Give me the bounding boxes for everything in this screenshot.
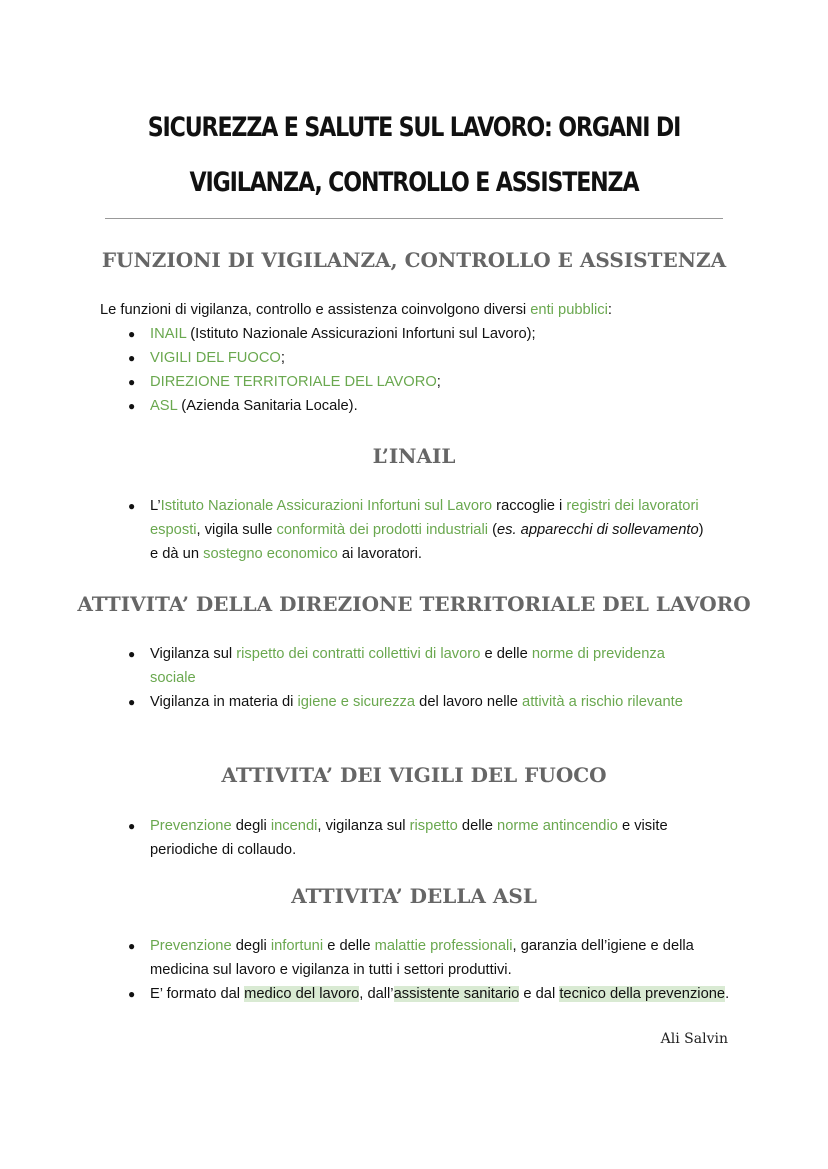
bullet-icon: ● — [128, 399, 136, 413]
list-item: ● VIGILI DEL FUOCO; — [150, 346, 750, 370]
list-item: ● Vigilanza sul rispetto dei contratti collettivi di lavoro e delle norme di previdenza sociale — [150, 642, 710, 690]
vigili-list — [128, 814, 710, 862]
intro-text: Le funzioni di vigilanza, controllo e assistenza coinvolgono diversi — [100, 302, 531, 318]
bullet-icon: ● — [128, 499, 136, 513]
bullet-icon: ● — [128, 647, 136, 661]
bullet-icon: ● — [128, 375, 136, 389]
list-item: ● Prevenzione degli infortuni e delle malattie professionali, garanzia dell’igiene e della medicina sul lavoro e vigilanza in tutti i settori produttivi. — [150, 934, 730, 982]
list-item: ● Vigilanza in materia di igiene e sicurezza del lavoro nelle attività a rischio rilevante — [150, 690, 710, 714]
bullet-icon: ● — [128, 819, 136, 833]
direzione-list — [128, 642, 710, 714]
inail-list — [128, 494, 710, 566]
bullet-icon: ● — [128, 939, 136, 953]
bullet-icon: ● — [128, 695, 136, 709]
list-item: ● Prevenzione degli incendi, vigilanza sul rispetto delle norme antincendio e visite periodiche di collaudo. — [150, 814, 710, 862]
heading-asl: ATTIVITA’ DELLA ASL — [291, 884, 537, 908]
asl-list — [128, 934, 730, 1006]
heading-funzioni: FUNZIONI DI VIGILANZA, CONTROLLO E ASSISTENZA — [101, 248, 727, 272]
intro-highlight: enti pubblici — [530, 302, 608, 318]
list-item: ● ASL (Azienda Sanitaria Locale). — [150, 394, 750, 418]
list-item: ● E’ formato dal medico del lavoro, dall’assistente sanitario e dal tecnico della prevenzione. — [150, 982, 730, 1006]
title-line-1: SICUREZZA E SALUTE SUL LAVORO: ORGANI DI — [147, 112, 681, 143]
list-item: ● L’Istituto Nazionale Assicurazioni Infortuni sul Lavoro raccoglie i registri dei lavoratori esposti, vigila sulle conformità dei prodotti industriali (es. apparecchi di sollevamento) e dà un sostegno economico ai lavoratori. — [150, 494, 710, 566]
bullet-icon: ● — [128, 327, 136, 341]
list-item: ● DIREZIONE TERRITORIALE DEL LAVORO; — [150, 370, 750, 394]
enti-list — [128, 322, 750, 418]
bullet-icon: ● — [128, 351, 136, 365]
heading-vigili: ATTIVITA’ DEI VIGILI DEL FUOCO — [221, 763, 607, 787]
heading-direzione: ATTIVITA’ DELLA DIREZIONE TERRITORIALE DEL LAVORO — [77, 592, 751, 616]
intro-paragraph — [100, 298, 740, 322]
page-title — [140, 100, 688, 210]
intro-suffix: : — [607, 302, 612, 318]
author-signature: Ali Salvin — [660, 1031, 728, 1047]
bullet-icon: ● — [128, 987, 136, 1001]
title-line-2: VIGILANZA, CONTROLLO E ASSISTENZA — [189, 167, 639, 198]
title-divider — [105, 218, 723, 219]
heading-inail: L’INAIL — [372, 444, 456, 468]
list-item: ● INAIL (Istituto Nazionale Assicurazioni Infortuni sul Lavoro); — [150, 322, 750, 346]
